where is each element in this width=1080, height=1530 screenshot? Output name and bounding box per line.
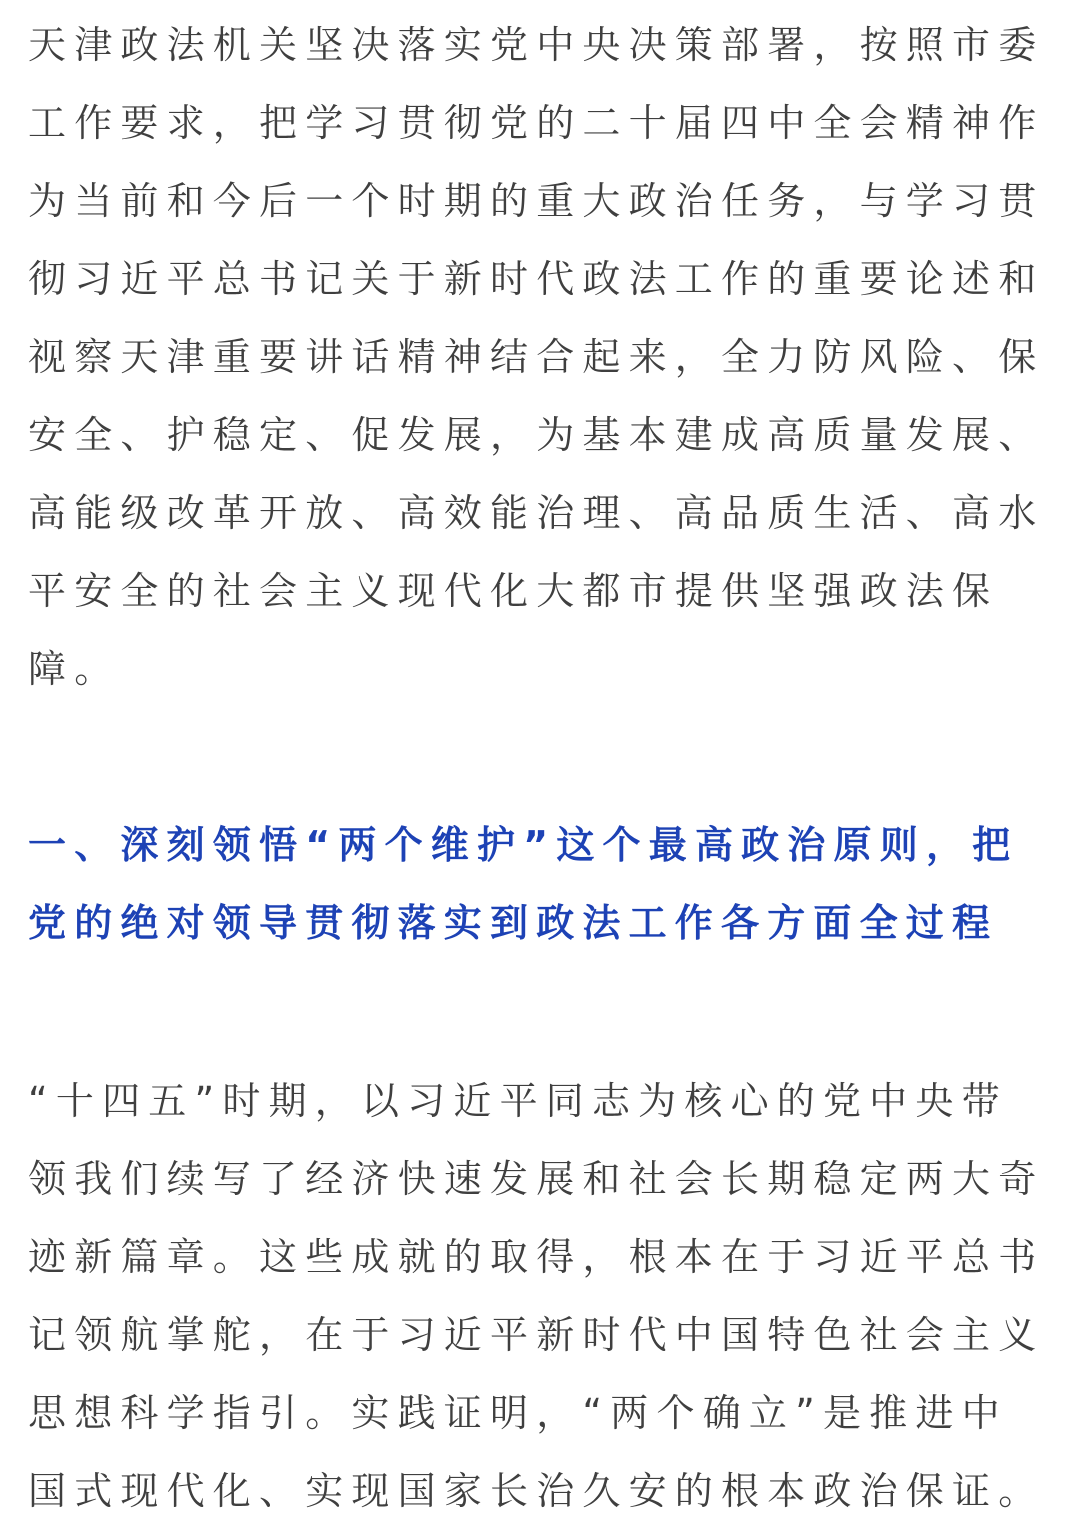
paragraph-line: 视察天津重要讲话精神结合起来，全力防风险、保 bbox=[28, 335, 1045, 379]
spacer bbox=[28, 962, 1052, 1062]
section-heading bbox=[28, 806, 1052, 962]
intro-paragraph bbox=[28, 0, 1052, 708]
paragraph-line: 安全、护稳定、促发展，为基本建成高质量发展、 bbox=[28, 413, 1045, 457]
spacer bbox=[28, 708, 1052, 806]
paragraph-line: 工作要求，把学习贯彻党的二十届四中全会精神作 bbox=[28, 101, 1045, 145]
paragraph-line: 天津政法机关坚决落实党中央决策部署，按照市委 bbox=[28, 23, 1045, 67]
heading-line: 一、深刻领悟“两个维护”这个最高政治原则，把 bbox=[28, 823, 1019, 867]
body-paragraph bbox=[28, 1062, 1052, 1530]
paragraph-line: 记领航掌舵，在于习近平新时代中国特色社会主义 bbox=[28, 1313, 1045, 1357]
paragraph-line: 彻习近平总书记关于新时代政法工作的重要论述和 bbox=[28, 257, 1045, 301]
paragraph-line: 高能级改革开放、高效能治理、高品质生活、高水 bbox=[28, 491, 1045, 535]
paragraph-line: 平安全的社会主义现代化大都市提供坚强政法保 bbox=[28, 569, 999, 613]
article-body bbox=[28, 0, 1052, 1530]
paragraph-line: “十四五”时期，以习近平同志为核心的党中央带 bbox=[28, 1079, 1008, 1123]
paragraph-line: 为当前和今后一个时期的重大政治任务，与学习贯 bbox=[28, 179, 1045, 223]
paragraph-line: 国式现代化、实现国家长治久安的根本政治保证。 bbox=[28, 1469, 1045, 1513]
paragraph-line: 迹新篇章。这些成就的取得，根本在于习近平总书 bbox=[28, 1235, 1045, 1279]
paragraph-line: 思想科学指引。实践证明，“两个确立”是推进中 bbox=[28, 1391, 1008, 1435]
paragraph-line: 障。 bbox=[28, 647, 121, 691]
heading-line: 党的绝对领导贯彻落实到政法工作各方面全过程 bbox=[28, 901, 999, 945]
paragraph-line: 领我们续写了经济快速发展和社会长期稳定两大奇 bbox=[28, 1157, 1045, 1201]
